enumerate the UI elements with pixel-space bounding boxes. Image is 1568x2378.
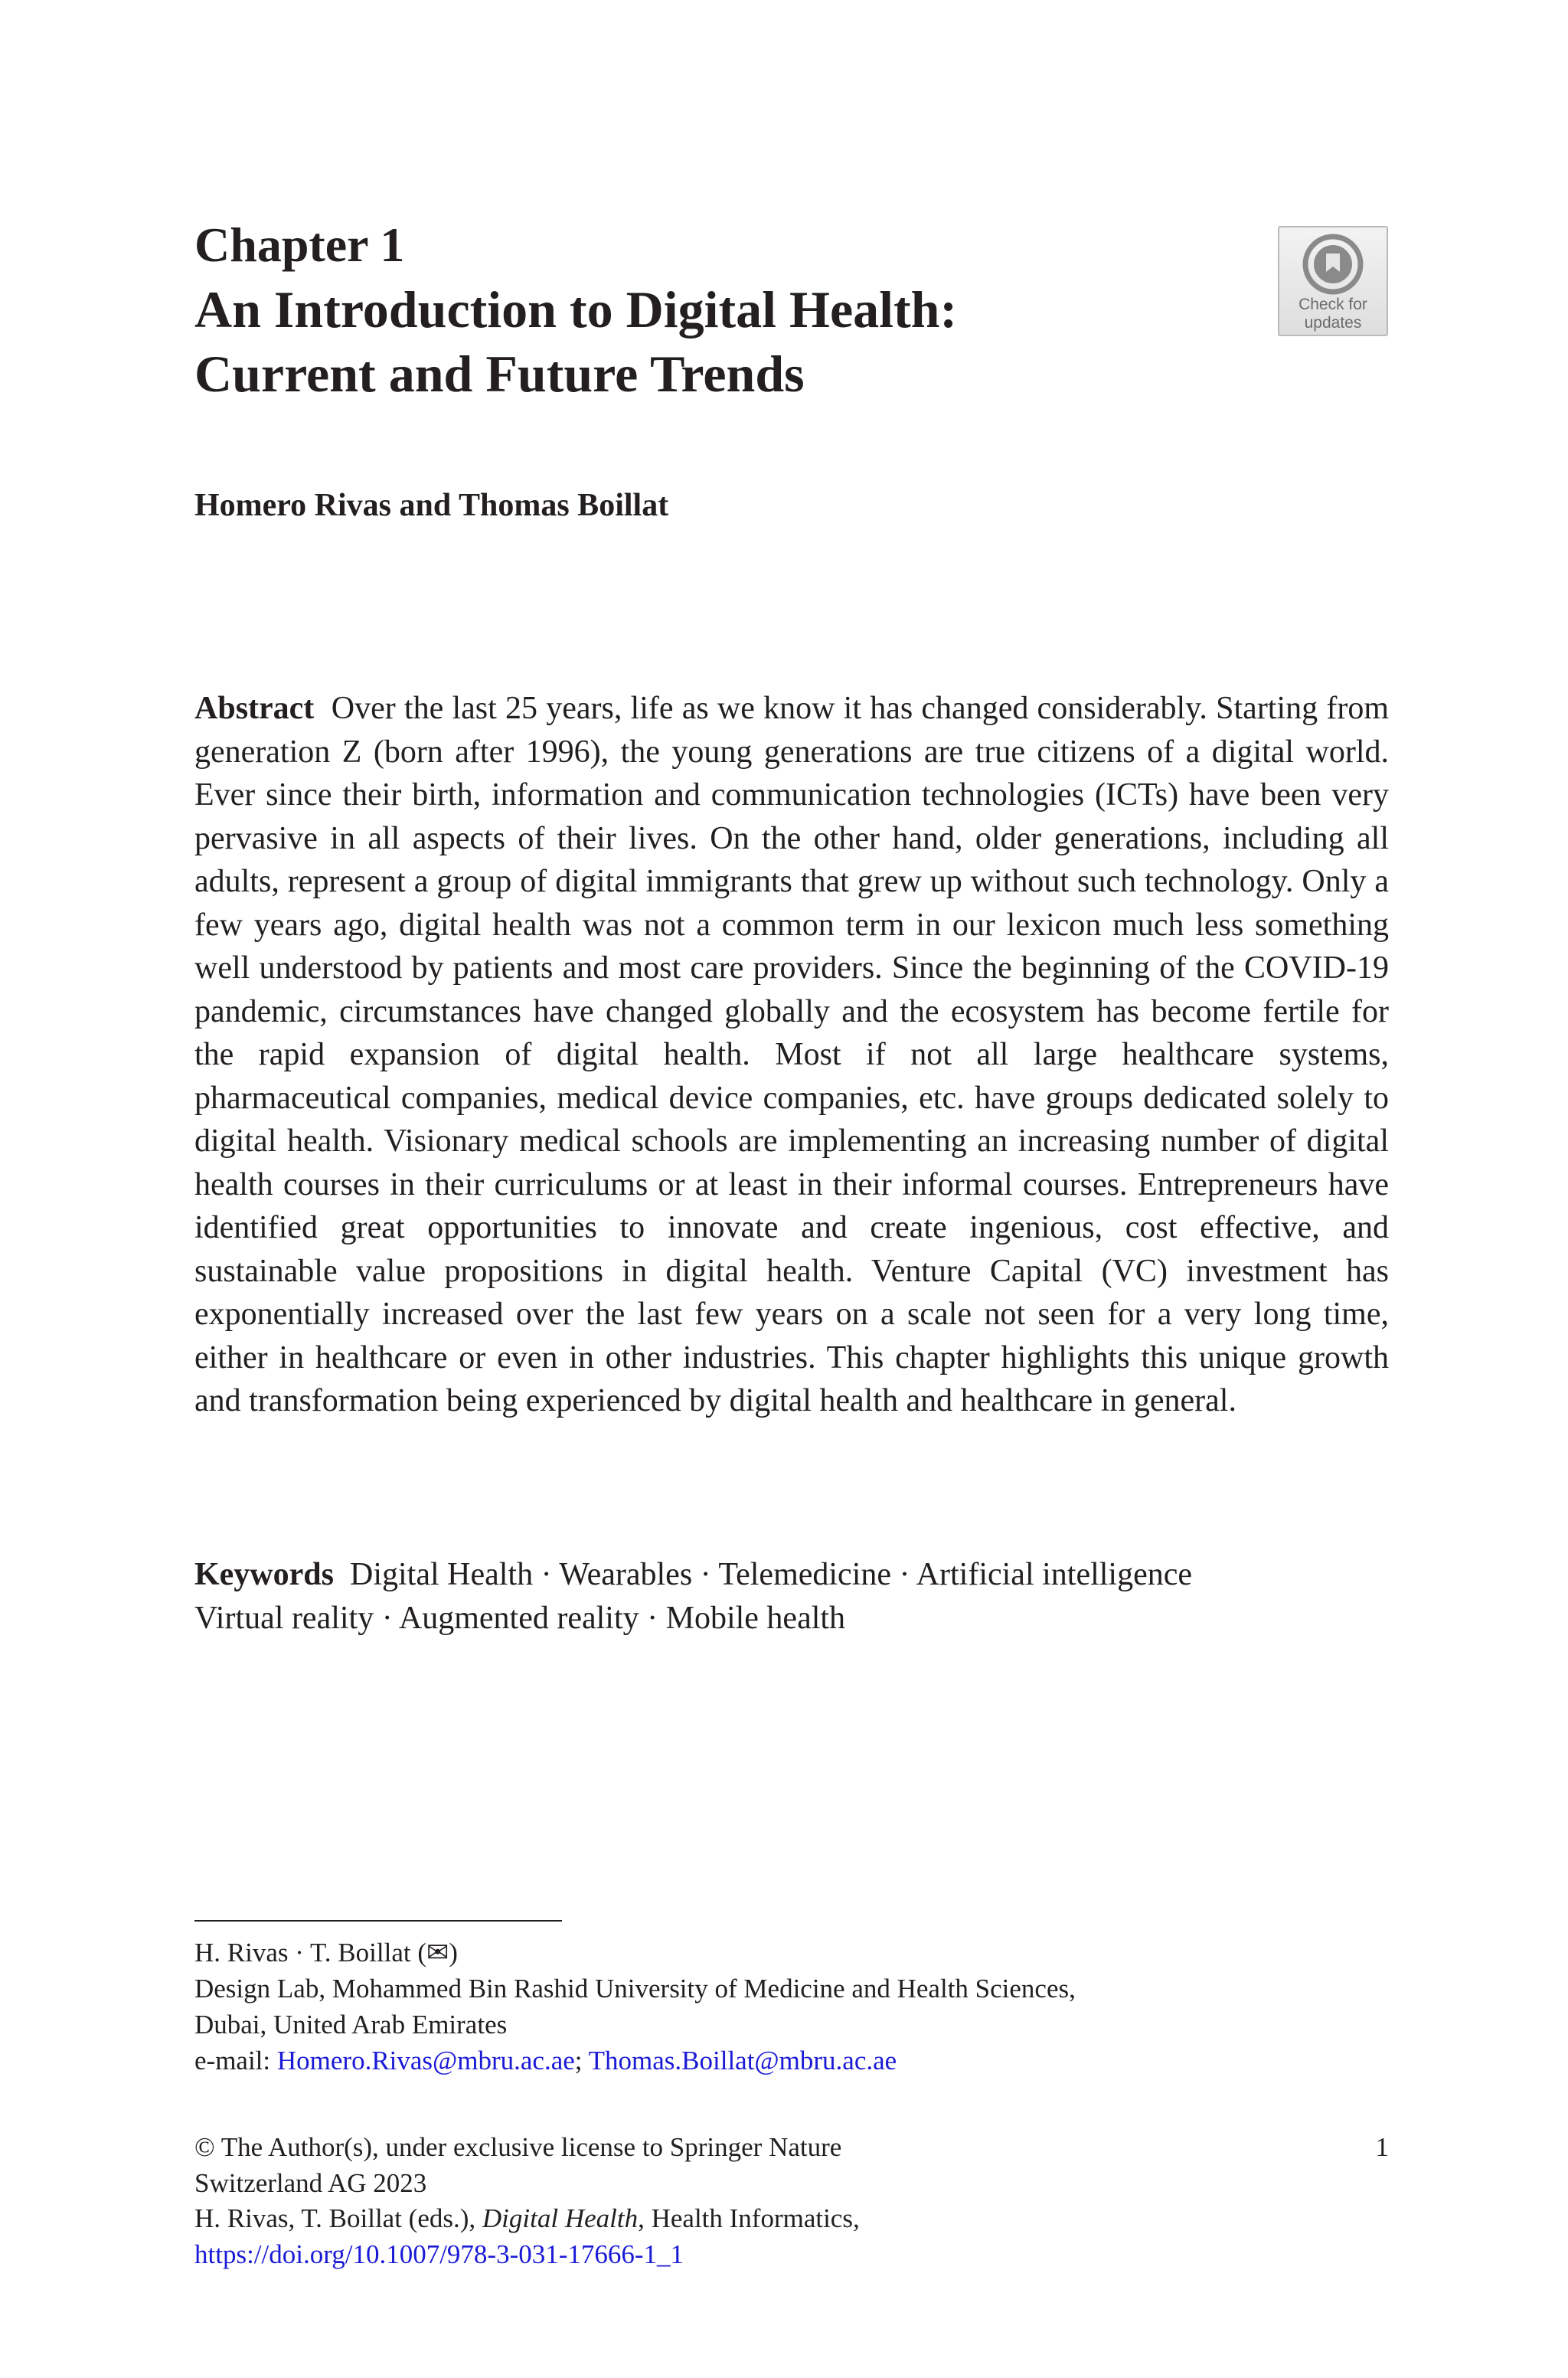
keywords-line-1	[194, 1553, 1389, 1597]
check-for-updates-line-2: updates	[1304, 314, 1362, 332]
email-link-boillat[interactable]: Thomas.Boillat@mbru.ac.ae	[588, 2046, 897, 2075]
citation-line	[194, 2201, 1190, 2237]
page-number: 1	[1375, 2132, 1389, 2162]
doi-line	[194, 2237, 1190, 2273]
citation-prefix: H. Rivas, T. Boillat (eds.),	[194, 2203, 482, 2233]
email-label: e-mail:	[194, 2046, 277, 2075]
email-separator: ;	[574, 2046, 589, 2075]
book-title: Digital Health	[482, 2203, 639, 2233]
check-for-updates-line-1: Check for	[1298, 296, 1367, 313]
authors: Homero Rivas and Thomas Boillat	[194, 488, 669, 523]
check-for-updates-button[interactable]	[1278, 226, 1388, 336]
keywords-list-2: Virtual reality · Augmented reality · Mobile health	[194, 1600, 846, 1636]
email-line	[194, 2043, 1389, 2079]
copyright-block	[194, 2130, 1190, 2272]
keywords	[194, 1553, 1389, 1640]
citation-suffix: , Health Informatics,	[638, 2203, 860, 2233]
chapter-title-line-1: An Introduction to Digital Health:	[194, 280, 958, 339]
footnote-divider	[194, 1920, 562, 1922]
chapter-title-line-2: Current and Future Trends	[194, 345, 805, 403]
affiliation-line-1: Design Lab, Mohammed Bin Rashid University of Medicine and Health Sciences,	[194, 1974, 1076, 2003]
affiliation-names: H. Rivas · T. Boillat (✉)	[194, 1938, 458, 1967]
abstract-text: Over the last 25 years, life as we know it has changed considerably. Starting from generation Z (born after 1996), the young generations are true citizens of a digital world. Ever since their birth, information and communication technologies (ICTs) have been very pervasive in all aspects of their lives. On the other hand, older generations, including all adults, represent a group of digital immigrants that grew up without such technology. Only a few years ago, digital health was not a common term in our lexicon much less something well understood by patients and most care providers. Since the beginning of the COVID-19 pandemic, circumstances have changed globally and the ecosystem has become fertile for the rapid expansion of digital health. Most if not all large healthcare systems, pharmaceutical companies, medical device companies, etc. have groups dedicated solely to digital health. Visionary medical schools are implementing an increasing number of digital health courses in their curriculums or at least in their informal courses. Entrepreneurs have identified great opportunities to innovate and create ingenious, cost effective, and sustainable value propositions in digital health. Venture Capital (VC) investment has exponentially increased over the last few years on a scale not seen for a very long time, either in healthcare or even in other industries. This chapter highlights this unique growth and transformation being experienced by digital health and healthcare in general.	[194, 691, 1389, 1418]
affiliation-line-2: Dubai, United Arab Emirates	[194, 2010, 508, 2039]
copyright-line-2: Switzerland AG 2023	[194, 2167, 427, 2198]
copyright-line-1: © The Author(s), under exclusive license to Springer Nature	[194, 2132, 842, 2162]
abstract-label: Abstract	[194, 691, 315, 726]
keywords-list-1: Digital Health · Wearables · Telemedicine · Artificial intelligence	[350, 1557, 1193, 1592]
email-link-rivas[interactable]: Homero.Rivas@mbru.ac.ae	[276, 2046, 575, 2075]
chapter-label: Chapter 1	[194, 218, 405, 272]
keywords-label: Keywords	[194, 1557, 334, 1592]
affiliation	[194, 1935, 1389, 2079]
check-for-updates-icon	[1302, 234, 1364, 295]
doi-link[interactable]: https://doi.org/10.1007/978-3-031-17666-1_1	[194, 2239, 684, 2269]
chapter-heading	[194, 213, 1190, 406]
abstract	[194, 687, 1389, 1423]
